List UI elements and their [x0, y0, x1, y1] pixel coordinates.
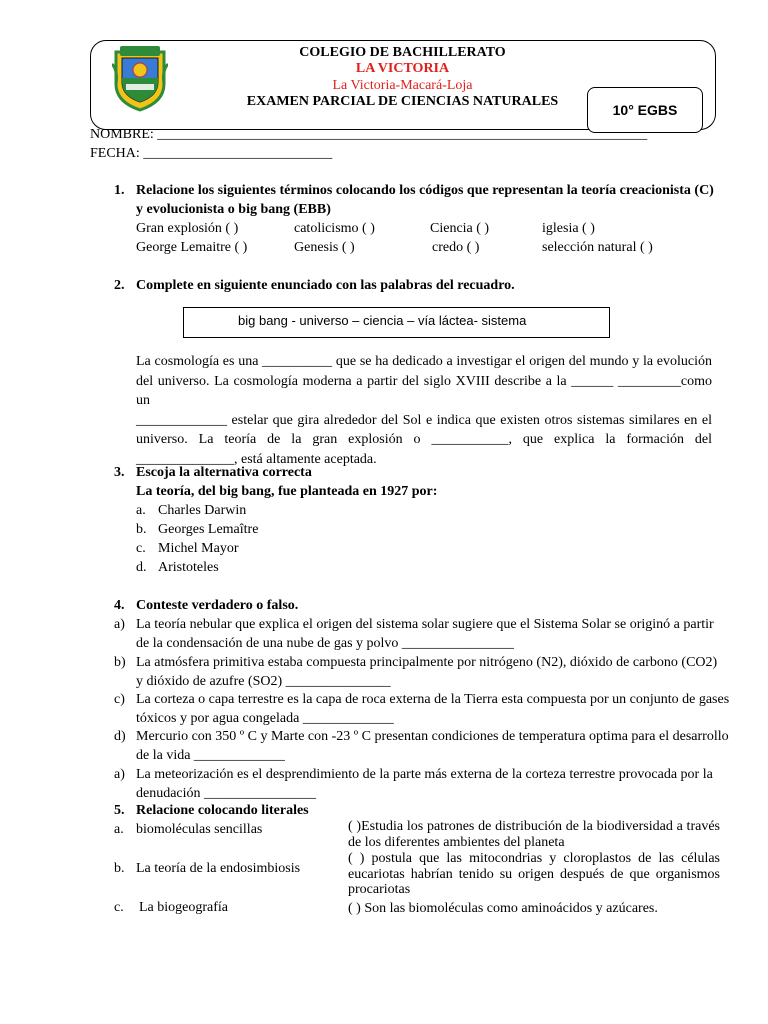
q5-right-line: ( )Estudia los patrones de distribución de la biodiversidad a través	[348, 819, 720, 834]
q4-item-letter: a)	[114, 617, 125, 632]
q4-item: Mercurio con 350 º C y Marte con -23 º C presentan condiciones de temperatura optima para el desarrollo	[136, 729, 729, 744]
q3-option[interactable]: Michel Mayor	[158, 541, 239, 556]
q5-right-item	[348, 819, 720, 850]
q1-term: catolicismo ( )	[294, 221, 375, 236]
grade-label: 10° EGBS	[612, 102, 678, 118]
q1-term: Ciencia ( )	[430, 221, 490, 236]
date-field[interactable]: FECHA: ___________________________	[90, 146, 333, 161]
q4-item: La corteza o capa terrestre es la capa de roca externa de la Tierra esta compuesta por un conjunto de gases	[136, 692, 730, 707]
q4-item-letter: c)	[114, 692, 125, 707]
q5-left-letter: b.	[114, 861, 125, 876]
q1-title-cont: y evolucionista o big bang (EBB)	[136, 202, 331, 217]
q4-item-cont: de la vida _____________	[136, 748, 285, 763]
school-name-highlight: LA VICTORIA	[355, 61, 450, 76]
q5-number: 5.	[114, 803, 125, 818]
word-bank: big bang - universo – ciencia – vía láctea- sistema	[238, 313, 527, 328]
school-location: La Victoria-Macará-Loja	[332, 78, 473, 93]
q1-term: credo ( )	[432, 240, 480, 255]
q5-right-line: ( ) Son las biomoléculas como aminoácidos y azúcares.	[348, 901, 658, 916]
school-name: COLEGIO DE BACHILLERATO	[299, 45, 506, 60]
name-field[interactable]: NOMBRE: ______________________________________________________________________	[90, 127, 648, 142]
q4-item-cont: y dióxido de azufre (SO2) _______________	[136, 674, 391, 689]
q2-number: 2.	[114, 278, 125, 293]
q1-number: 1.	[114, 183, 125, 198]
q3-subtitle: La teoría, del big bang, fue planteada en 1927 por:	[136, 484, 438, 499]
q3-option-letter: c.	[136, 541, 146, 556]
q4-item-cont: tóxicos y por agua congelada _____________	[136, 711, 394, 726]
q4-item: La atmósfera primitiva estaba compuesta principalmente por nitrógeno (N2), dióxido de carbono (CO2)	[136, 655, 718, 670]
q5-right-line: ( ) postula que las mitocondrias y cloroplastos de las células	[348, 851, 720, 866]
q3-option[interactable]: Charles Darwin	[158, 503, 247, 518]
q5-right-line: procariotas	[348, 882, 411, 897]
q2-line: del universo. La cosmología moderna a partir del siglo XVIII describe a la ______ _________como un	[136, 373, 712, 408]
crest-icon	[112, 44, 168, 112]
q3-option-letter: a.	[136, 503, 146, 518]
q4-title: Conteste verdadero o falso.	[136, 598, 299, 613]
q4-item-cont: denudación ________________	[136, 786, 317, 801]
q4-number: 4.	[114, 598, 125, 613]
q2-line: ______________, está altamente aceptada.	[136, 451, 377, 467]
q2-line: La cosmología es una __________ que se ha dedicado a investigar el origen del mundo y la evolución	[136, 354, 712, 369]
q2-title: Complete en siguiente enunciado con las palabras del recuadro.	[136, 278, 515, 293]
q2-line: _____________ estelar que gira alrededor del Sol e indica que existen otros sistemas similares en el	[136, 412, 712, 428]
q1-term: iglesia ( )	[542, 221, 595, 236]
q4-item-cont: de la condensación de una nube de gas y polvo ________________	[136, 636, 514, 651]
q3-option-letter: d.	[136, 560, 147, 575]
q3-title: Escoja la alternativa correcta	[136, 465, 312, 480]
q5-right-line: de los diferentes ambientes del planeta	[348, 834, 565, 850]
q1-term: selección natural ( )	[542, 240, 653, 255]
q3-option[interactable]: Aristoteles	[158, 560, 219, 575]
q5-right-item	[348, 901, 720, 917]
q3-option-letter: b.	[136, 522, 147, 537]
q5-left-item: biomoléculas sencillas	[136, 822, 263, 837]
q1-term: George Lemaitre ( )	[136, 240, 248, 255]
q3-number: 3.	[114, 465, 125, 480]
q5-left-item: La biogeografía	[139, 900, 229, 915]
q5-left-item: La teoría de la endosimbiosis	[136, 861, 301, 876]
q4-item-letter: b)	[114, 655, 126, 670]
word-bank-box	[183, 307, 610, 338]
q1-title: Relacione los siguientes términos colocando los códigos que representan la teoría creacionista (C)	[136, 183, 714, 198]
q5-right-item	[348, 851, 720, 898]
q5-right-line: eucariotas habrían tenido su origen después de que organismos	[348, 866, 720, 882]
q1-term: Gran explosión ( )	[136, 221, 239, 236]
q2-paragraph	[136, 352, 712, 469]
exam-title: EXAMEN PARCIAL DE CIENCIAS NATURALES	[246, 94, 559, 109]
q5-left-letter: a.	[114, 822, 124, 837]
q4-item: La meteorización es el desprendimiento de la parte más externa de la corteza terrestre provocada por la	[136, 767, 713, 782]
q3-option[interactable]: Georges Lemaître	[158, 522, 259, 537]
q5-title: Relacione colocando literales	[136, 803, 309, 818]
q4-item: La teoría nebular que explica el origen del sistema solar sugiere que el Sistema Solar se originó a partir	[136, 617, 714, 632]
q5-left-letter: c.	[114, 900, 124, 915]
q1-term: Genesis ( )	[294, 240, 355, 255]
school-crest	[112, 44, 168, 112]
q4-item-letter: d)	[114, 729, 126, 744]
q4-item-letter: a)	[114, 767, 125, 782]
q2-line: universo. La teoría de la gran explosión o ___________, que explica la formación del	[136, 432, 712, 447]
